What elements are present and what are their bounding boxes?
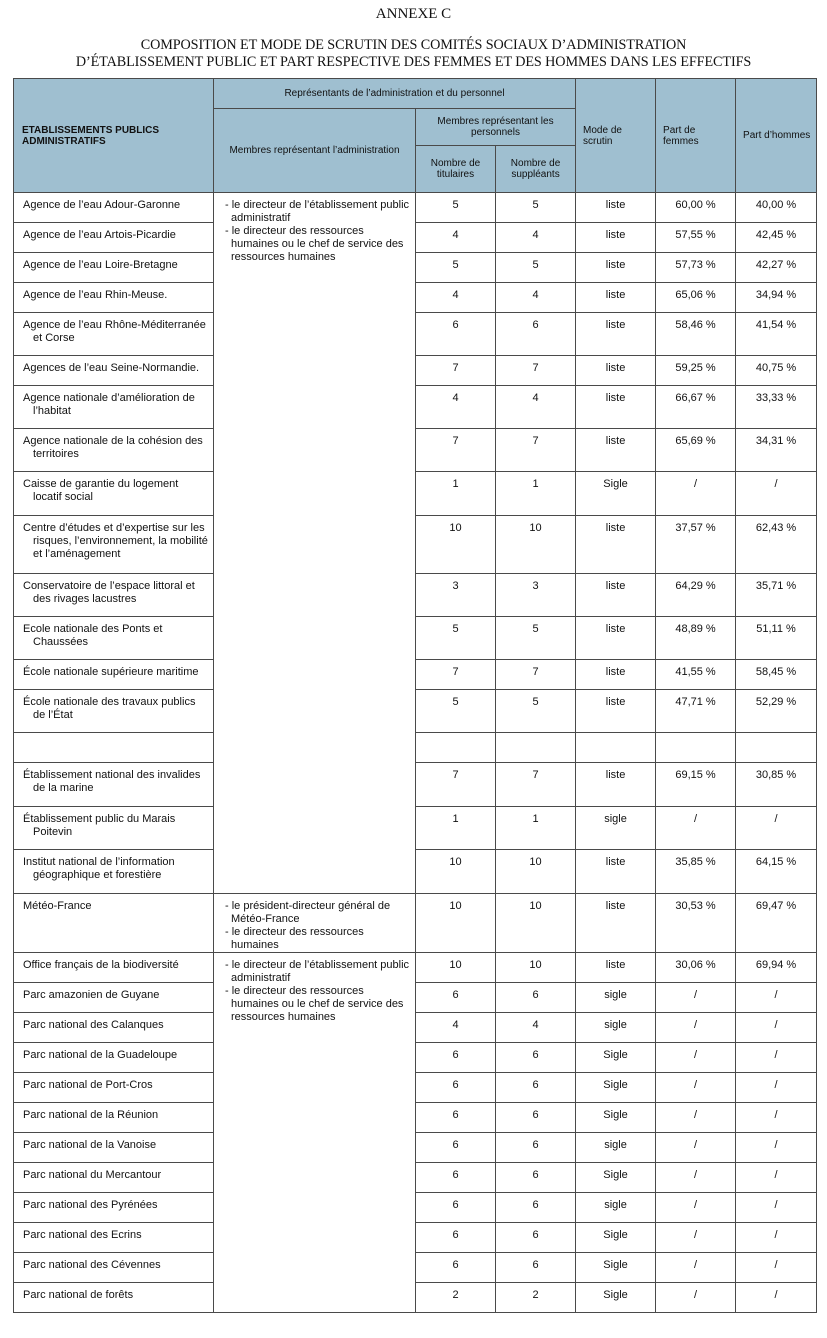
institution-name — [14, 356, 214, 386]
institution-name-text: Parc national de Port-Cros — [23, 1079, 153, 1091]
titulaires-count: 6 — [416, 983, 496, 1013]
titulaires-count: 6 — [416, 1193, 496, 1223]
header-titulaires: Nombre de titulaires — [416, 146, 496, 193]
suppleants-count: 6 — [496, 1103, 576, 1133]
institution-name-text: Parc national de forêts — [23, 1289, 134, 1301]
vote-mode: Sigle — [576, 1103, 656, 1133]
men-share: / — [736, 1073, 817, 1103]
men-share: 52,29 % — [736, 690, 817, 733]
institution-name-text: Agence nationale d’amélioration de l’habitat — [23, 392, 195, 417]
table-row — [14, 386, 817, 429]
titulaires-count: 2 — [416, 1283, 496, 1313]
table-row — [14, 690, 817, 733]
institution-name — [14, 1223, 214, 1253]
admin-representative-line: - le directeur des ressources humaines ou le chef de service des ressources humaines — [225, 985, 404, 1023]
men-share: / — [736, 1283, 817, 1313]
header-admin-members: Membres représentant l’administration — [214, 109, 416, 193]
titulaires-count: 6 — [416, 1043, 496, 1073]
suppleants-count: 10 — [496, 516, 576, 574]
institution-name-text: Parc national de la Vanoise — [23, 1139, 157, 1151]
page-title — [0, 37, 827, 71]
women-share: 30,06 % — [656, 953, 736, 983]
table-row — [14, 617, 817, 660]
titulaires-count: 5 — [416, 617, 496, 660]
men-share: 34,31 % — [736, 429, 817, 472]
suppleants-count: 10 — [496, 894, 576, 953]
vote-mode: liste — [576, 223, 656, 253]
header-representatives: Représentants de l’administration et du personnel — [214, 79, 576, 109]
suppleants-count: 3 — [496, 574, 576, 617]
admin-representative-line: - le directeur de l’établissement public administratif — [225, 959, 410, 984]
titulaires-count: 4 — [416, 386, 496, 429]
institution-name-text: Ecole nationale des Ponts et Chaussées — [23, 623, 163, 648]
suppleants-count — [496, 733, 576, 763]
header-institutions: ETABLISSEMENTS PUBLICS ADMINISTRATIFS — [14, 79, 214, 193]
titulaires-count: 4 — [416, 283, 496, 313]
institution-name-text: Parc national des Ecrins — [23, 1229, 142, 1241]
suppleants-count: 7 — [496, 660, 576, 690]
annex-label: ANNEXE C — [375, 6, 452, 22]
table-row — [14, 850, 817, 894]
institution-name — [14, 1193, 214, 1223]
institution-name-text: Parc national des Pyrénées — [23, 1199, 158, 1211]
men-share: / — [736, 1223, 817, 1253]
women-share: 59,25 % — [656, 356, 736, 386]
page-title-line-1: COMPOSITION ET MODE DE SCRUTIN DES COMITÉS SOCIAUX D’ADMINISTRATION — [140, 37, 687, 53]
table-row — [14, 1193, 817, 1223]
men-share: / — [736, 1043, 817, 1073]
men-share: / — [736, 807, 817, 850]
table-row — [14, 472, 817, 516]
institution-name — [14, 1043, 214, 1073]
table-row — [14, 953, 817, 983]
header-suppleants: Nombre de suppléants — [496, 146, 576, 193]
header-women: Part de femmes — [656, 79, 736, 193]
institution-name — [14, 733, 214, 763]
suppleants-count: 6 — [496, 1073, 576, 1103]
titulaires-count — [416, 733, 496, 763]
table-row — [14, 574, 817, 617]
men-share: 69,47 % — [736, 894, 817, 953]
table-row — [14, 223, 817, 253]
titulaires-count: 1 — [416, 807, 496, 850]
institution-name — [14, 1103, 214, 1133]
women-share: / — [656, 1013, 736, 1043]
vote-mode: Sigle — [576, 1043, 656, 1073]
suppleants-count: 10 — [496, 850, 576, 894]
vote-mode: sigle — [576, 983, 656, 1013]
vote-mode: sigle — [576, 1013, 656, 1043]
titulaires-count: 6 — [416, 1133, 496, 1163]
admin-representatives — [214, 953, 416, 1313]
institution-name — [14, 983, 214, 1013]
institution-name — [14, 516, 214, 574]
institution-name-text: Agence de l’eau Adour-Garonne — [23, 199, 181, 211]
vote-mode: Sigle — [576, 1163, 656, 1193]
men-share: 40,75 % — [736, 356, 817, 386]
suppleants-count: 5 — [496, 193, 576, 223]
institution-name-text: Agence de l’eau Artois-Picardie — [23, 229, 176, 241]
vote-mode: Sigle — [576, 472, 656, 516]
vote-mode: liste — [576, 850, 656, 894]
header-staff-members: Membres représentant les personnels — [416, 109, 576, 146]
men-share: 33,33 % — [736, 386, 817, 429]
institution-name-text: École nationale supérieure maritime — [23, 666, 199, 678]
institution-name — [14, 953, 214, 983]
table-row — [14, 1043, 817, 1073]
titulaires-count: 6 — [416, 1223, 496, 1253]
table-body — [14, 193, 817, 1313]
institution-name — [14, 574, 214, 617]
titulaires-count: 7 — [416, 660, 496, 690]
vote-mode: liste — [576, 953, 656, 983]
institution-name — [14, 1283, 214, 1313]
titulaires-count: 6 — [416, 313, 496, 356]
suppleants-count: 4 — [496, 223, 576, 253]
suppleants-count: 6 — [496, 1163, 576, 1193]
vote-mode: liste — [576, 313, 656, 356]
suppleants-count: 7 — [496, 763, 576, 807]
vote-mode: sigle — [576, 1133, 656, 1163]
institution-name-text: Parc national des Calanques — [23, 1019, 164, 1031]
institution-name — [14, 894, 214, 953]
titulaires-count: 4 — [416, 1013, 496, 1043]
women-share: 48,89 % — [656, 617, 736, 660]
women-share: 60,00 % — [656, 193, 736, 223]
page-title-line-2: D’ÉTABLISSEMENT PUBLIC ET PART RESPECTIVE DES FEMMES ET DES HOMMES DANS LES EFFECTIFS — [75, 54, 752, 70]
institution-name — [14, 660, 214, 690]
vote-mode: liste — [576, 894, 656, 953]
men-share: 62,43 % — [736, 516, 817, 574]
men-share: / — [736, 1163, 817, 1193]
vote-mode: Sigle — [576, 1283, 656, 1313]
women-share: / — [656, 1073, 736, 1103]
institution-name-text: Conservatoire de l’espace littoral et des rivages lacustres — [23, 580, 195, 605]
header-vote-mode: Mode de scrutin — [576, 79, 656, 193]
vote-mode: Sigle — [576, 1253, 656, 1283]
suppleants-count: 6 — [496, 1223, 576, 1253]
women-share: 65,06 % — [656, 283, 736, 313]
men-share: 34,94 % — [736, 283, 817, 313]
institution-name-text: Parc national des Cévennes — [23, 1259, 161, 1271]
admin-representative-line: - le directeur des ressources humaines ou le chef de service des ressources humaines — [225, 225, 404, 263]
suppleants-count: 6 — [496, 1193, 576, 1223]
titulaires-count: 10 — [416, 894, 496, 953]
women-share: 69,15 % — [656, 763, 736, 807]
men-share: 35,71 % — [736, 574, 817, 617]
institution-name — [14, 807, 214, 850]
institution-name-text: École nationale des travaux publics de l’État — [23, 696, 196, 721]
institution-name — [14, 223, 214, 253]
institution-name — [14, 429, 214, 472]
titulaires-count: 5 — [416, 690, 496, 733]
men-share: / — [736, 1253, 817, 1283]
vote-mode: liste — [576, 574, 656, 617]
men-share: / — [736, 472, 817, 516]
women-share: / — [656, 1253, 736, 1283]
table-row — [14, 1163, 817, 1193]
table-row — [14, 983, 817, 1013]
women-share: 35,85 % — [656, 850, 736, 894]
suppleants-count: 6 — [496, 313, 576, 356]
women-share: 37,57 % — [656, 516, 736, 574]
vote-mode — [576, 733, 656, 763]
women-share: 66,67 % — [656, 386, 736, 429]
men-share: 51,11 % — [736, 617, 817, 660]
vote-mode: liste — [576, 253, 656, 283]
suppleants-count: 10 — [496, 953, 576, 983]
table-row — [14, 253, 817, 283]
men-share: 69,94 % — [736, 953, 817, 983]
vote-mode: liste — [576, 429, 656, 472]
table-row — [14, 763, 817, 807]
suppleants-count: 4 — [496, 386, 576, 429]
vote-mode: liste — [576, 283, 656, 313]
men-share: 42,27 % — [736, 253, 817, 283]
establishments-table — [13, 78, 817, 1313]
men-share: / — [736, 983, 817, 1013]
suppleants-count: 7 — [496, 429, 576, 472]
titulaires-count: 10 — [416, 850, 496, 894]
men-share: 42,45 % — [736, 223, 817, 253]
vote-mode: liste — [576, 356, 656, 386]
table-row — [14, 1073, 817, 1103]
titulaires-count: 5 — [416, 193, 496, 223]
titulaires-count: 4 — [416, 223, 496, 253]
table-row — [14, 1253, 817, 1283]
table-row — [14, 1133, 817, 1163]
vote-mode: sigle — [576, 1193, 656, 1223]
table-row — [14, 807, 817, 850]
titulaires-count: 5 — [416, 253, 496, 283]
institution-name-text: Caisse de garantie du logement locatif social — [23, 478, 179, 503]
suppleants-count: 2 — [496, 1283, 576, 1313]
vote-mode: liste — [576, 763, 656, 807]
women-share — [656, 733, 736, 763]
men-share — [736, 733, 817, 763]
women-share: / — [656, 1103, 736, 1133]
institution-name-text: Établissement national des invalides de la marine — [23, 769, 201, 794]
titulaires-count: 10 — [416, 516, 496, 574]
women-share: 58,46 % — [656, 313, 736, 356]
table-row — [14, 660, 817, 690]
women-share: / — [656, 1133, 736, 1163]
institution-name — [14, 283, 214, 313]
women-share: 57,73 % — [656, 253, 736, 283]
suppleants-count: 6 — [496, 983, 576, 1013]
women-share: / — [656, 807, 736, 850]
institution-name — [14, 386, 214, 429]
institution-name — [14, 193, 214, 223]
women-share: 41,55 % — [656, 660, 736, 690]
admin-representative-line: - le directeur de l’établissement public administratif — [225, 199, 410, 224]
institution-name-text: Parc amazonien de Guyane — [23, 989, 160, 1001]
vote-mode: sigle — [576, 807, 656, 850]
titulaires-count: 3 — [416, 574, 496, 617]
women-share: / — [656, 472, 736, 516]
vote-mode: liste — [576, 617, 656, 660]
men-share: 40,00 % — [736, 193, 817, 223]
institution-name — [14, 253, 214, 283]
institution-name — [14, 1253, 214, 1283]
suppleants-count: 6 — [496, 1133, 576, 1163]
women-share: 57,55 % — [656, 223, 736, 253]
institution-name-text: Parc national de la Réunion — [23, 1109, 159, 1121]
titulaires-count: 7 — [416, 356, 496, 386]
institution-name — [14, 850, 214, 894]
vote-mode: liste — [576, 660, 656, 690]
admin-representatives — [214, 894, 416, 953]
women-share: 65,69 % — [656, 429, 736, 472]
suppleants-count: 4 — [496, 283, 576, 313]
table-row — [14, 429, 817, 472]
institution-name-text: Agences de l’eau Seine-Normandie. — [23, 362, 200, 374]
table-row — [14, 1103, 817, 1133]
titulaires-count: 6 — [416, 1253, 496, 1283]
women-share: 47,71 % — [656, 690, 736, 733]
women-share: 30,53 % — [656, 894, 736, 953]
table-row — [14, 1223, 817, 1253]
institution-name — [14, 763, 214, 807]
institution-name-text: Centre d’études et d’expertise sur les risques, l’environnement, la mobilité et l’aménagement — [23, 522, 208, 560]
table-row — [14, 356, 817, 386]
men-share: 58,45 % — [736, 660, 817, 690]
vote-mode: liste — [576, 690, 656, 733]
admin-representative-line: - le directeur des ressources humaines — [225, 926, 364, 951]
institution-name — [14, 1073, 214, 1103]
titulaires-count: 10 — [416, 953, 496, 983]
titulaires-count: 6 — [416, 1103, 496, 1133]
vote-mode: liste — [576, 516, 656, 574]
header-men: Part d’hommes — [736, 79, 817, 193]
table-row — [14, 516, 817, 574]
institution-name-text: Agence de l’eau Rhône-Méditerranée et Corse — [23, 319, 206, 344]
institution-name-text: Agence de l’eau Rhin-Meuse. — [23, 289, 168, 301]
institution-name — [14, 1163, 214, 1193]
vote-mode: Sigle — [576, 1223, 656, 1253]
women-share: / — [656, 1223, 736, 1253]
institution-name-text: Parc national de la Guadeloupe — [23, 1049, 178, 1061]
table-row — [14, 733, 817, 763]
admin-representatives — [214, 193, 416, 894]
suppleants-count: 7 — [496, 356, 576, 386]
women-share: / — [656, 1043, 736, 1073]
institution-name-text: Établissement public du Marais Poitevin — [23, 813, 176, 838]
institution-name-text: Agence nationale de la cohésion des territoires — [23, 435, 203, 460]
table-row — [14, 313, 817, 356]
table-row — [14, 283, 817, 313]
men-share: 64,15 % — [736, 850, 817, 894]
institution-name — [14, 472, 214, 516]
suppleants-count: 1 — [496, 472, 576, 516]
suppleants-count: 5 — [496, 617, 576, 660]
suppleants-count: 4 — [496, 1013, 576, 1043]
table-row — [14, 1283, 817, 1313]
men-share: 30,85 % — [736, 763, 817, 807]
admin-representative-line: - le président-directeur général de Météo-France — [225, 900, 391, 925]
table-row — [14, 193, 817, 223]
men-share: / — [736, 1193, 817, 1223]
men-share: / — [736, 1013, 817, 1043]
vote-mode: liste — [576, 193, 656, 223]
women-share: / — [656, 1163, 736, 1193]
titulaires-count: 7 — [416, 763, 496, 807]
suppleants-count: 6 — [496, 1043, 576, 1073]
titulaires-count: 1 — [416, 472, 496, 516]
institution-name — [14, 617, 214, 660]
institution-name-text: Parc national du Mercantour — [23, 1169, 162, 1181]
suppleants-count: 5 — [496, 690, 576, 733]
institution-name-text: Office français de la biodiversité — [23, 959, 179, 971]
institution-name — [14, 1013, 214, 1043]
women-share: / — [656, 1283, 736, 1313]
suppleants-count: 6 — [496, 1253, 576, 1283]
vote-mode: Sigle — [576, 1073, 656, 1103]
institution-name — [14, 313, 214, 356]
women-share: 64,29 % — [656, 574, 736, 617]
suppleants-count: 1 — [496, 807, 576, 850]
women-share: / — [656, 1193, 736, 1223]
institution-name-text: Institut national de l’information géographique et forestière — [23, 856, 175, 881]
table-row — [14, 894, 817, 953]
institution-name — [14, 690, 214, 733]
table-row — [14, 1013, 817, 1043]
women-share: / — [656, 983, 736, 1013]
men-share: / — [736, 1103, 817, 1133]
institution-name-text: Météo-France — [23, 900, 92, 912]
men-share: 41,54 % — [736, 313, 817, 356]
titulaires-count: 6 — [416, 1073, 496, 1103]
institution-name-text: Agence de l’eau Loire-Bretagne — [23, 259, 178, 271]
titulaires-count: 7 — [416, 429, 496, 472]
titulaires-count: 6 — [416, 1163, 496, 1193]
institution-name — [14, 1133, 214, 1163]
vote-mode: liste — [576, 386, 656, 429]
suppleants-count: 5 — [496, 253, 576, 283]
men-share: / — [736, 1133, 817, 1163]
